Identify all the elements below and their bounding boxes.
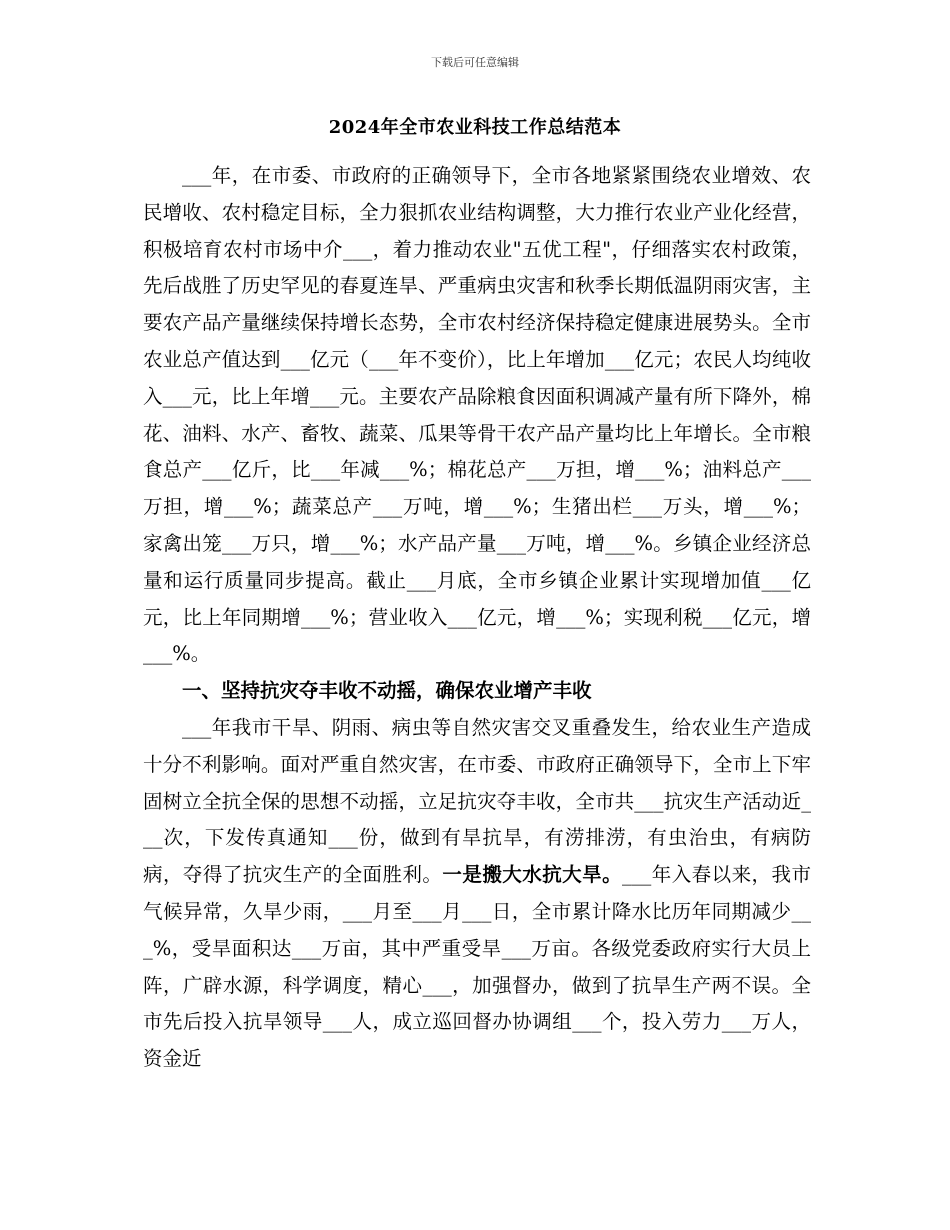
section-1-paragraph-text-a: ___年我市干旱、阴雨、病虫等自然灾害交叉重叠发生，给农业生产造成十分不利影响。面对严重自然灾害，在市委、市政府正确领导下，全市上下牢固树立全抗全保的思想不动摇，立足抗灾夺丰收，全市共___抗灾生产活动近___次，下发传真通知___份，做到有旱抗旱，有涝排涝，有虫治虫，有病防病，夺得了抗灾生产的全面胜利。 xyxy=(143,715,811,887)
header-note: 下载后可任意编辑 xyxy=(431,56,519,69)
section-heading-1: 一、坚持抗灾夺丰收不动摇，确保农业增产丰收 xyxy=(182,679,592,703)
section-1-paragraph-text-b: ___年入春以来，我市气候异常，久旱少雨，___月至___月___日，全市累计降水比历年同期减少___%，受旱面积达___万亩，其中严重受旱___万亩。各级党委政府实行大员上阵，广辟水源，科学调度，精心___，加强督办，做到了抗旱生产两不误。全市先后投入抗旱领导___人，成立巡回督办协调组___个，投入劳力___万人，资金近 xyxy=(143,863,811,1071)
document-body xyxy=(143,158,811,1078)
document-title: 2024年全市农业科技工作总结范本 xyxy=(328,117,622,138)
section-1-paragraph xyxy=(143,710,811,1078)
section-1-bold-lead: 一是搬大水抗大旱。 xyxy=(442,863,623,887)
intro-paragraph: ___年，在市委、市政府的正确领导下，全市各地紧紧围绕农业增效、农民增收、农村稳定目标，全力狠抓农业结构调整，大力推行农业产业化经营，积极培育农村市场中介___，着力推动农业"五优工程"，仔细落实农村政策，先后战胜了历史罕见的春夏连旱、严重病虫灾害和秋季长期低温阴雨灾害，主要农产品产量继续保持增长态势，全市农村经济保持稳定健康进展势头。全市农业总产值达到___亿元（___年不变价），比上年增加___亿元；农民人均纯收入___元，比上年增___元。主要农产品除粮食因面积调减产量有所下降外，棉花、油料、水产、畜牧、蔬菜、瓜果等骨干农产品产量均比上年增长。全市粮食总产___亿斤，比___年减___%；棉花总产___万担，增___%；油料总产___万担，增___%；蔬菜总产___万吨，增___%；生猪出栏___万头，增___%；家禽出笼___万只，增___%；水产品产量___万吨，增___%。乡镇企业经济总量和运行质量同步提高。截止___月底，全市乡镇企业累计实现增加值___亿元，比上年同期增___%；营业收入___亿元，增___%；实现利税___亿元，增___%。 xyxy=(143,164,811,666)
